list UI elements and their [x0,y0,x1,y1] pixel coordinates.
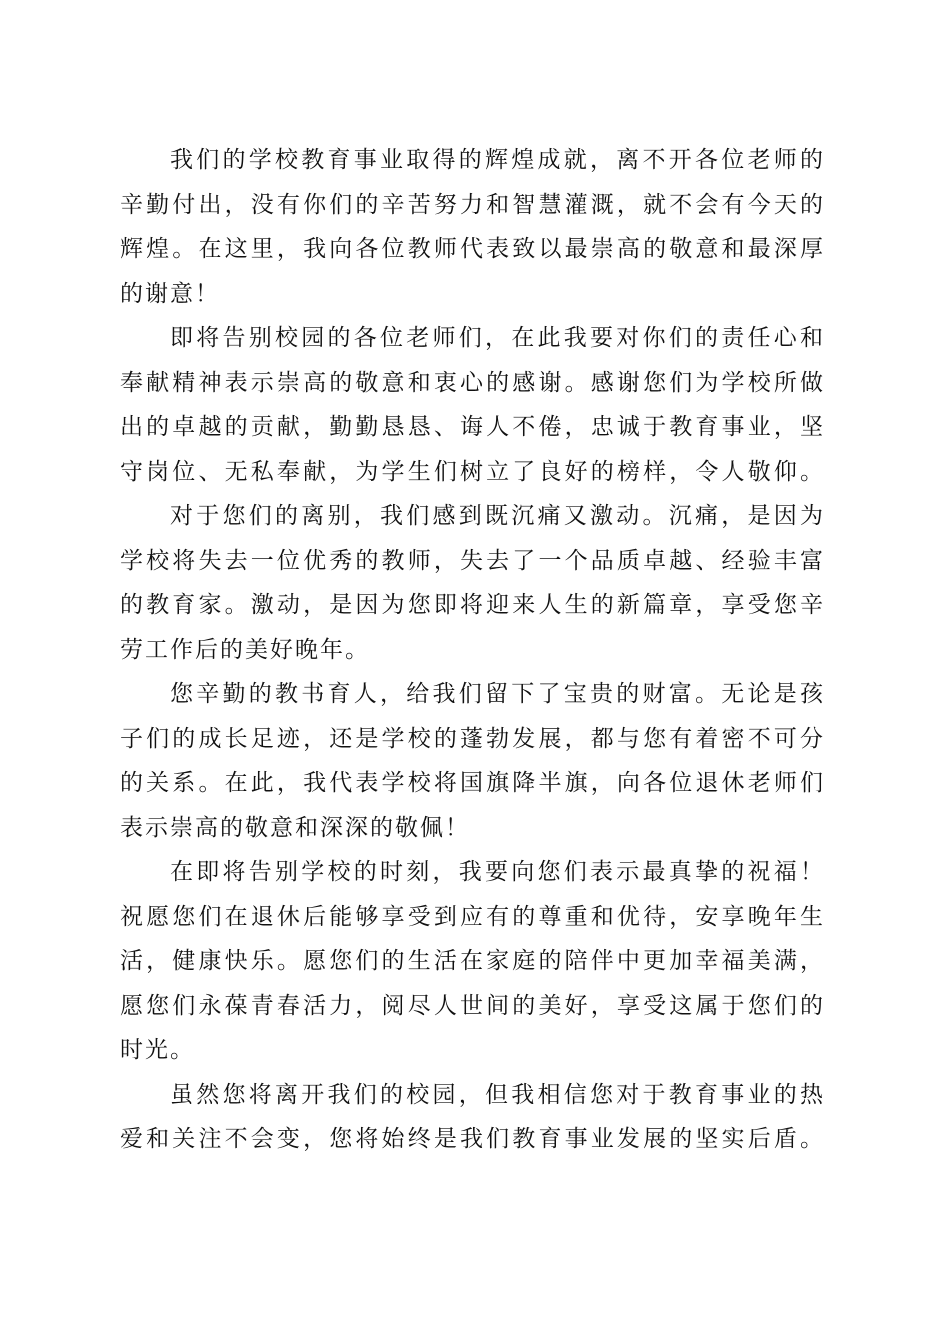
text-line: 对于您们的离别，我们感到既沉痛又激动。沉痛，是因为 [170,503,823,529]
text-line: 在即将告别学校的时刻，我要向您们表示最真挚的祝福！ [170,859,823,885]
text-line: 您辛勤的教书育人，给我们留下了宝贵的财富。无论是孩 [170,681,823,707]
paragraph [120,138,823,316]
paragraph [120,316,823,494]
text-line: 虽然您将离开我们的校园，但我相信您对于教育事业的热 [170,1081,823,1108]
text-line: 即将告别校园的各位老师们，在此我要对你们的责任心和 [170,325,823,351]
text-line: 辉煌。在这里，我向各位教师代表致以最崇高的敬意和最深厚 [120,236,823,262]
text-line: 子们的成长足迹，还是学校的蓬勃发展，都与您有着密不可分 [120,725,823,752]
text-line: 辛勤付出，没有你们的辛苦努力和智慧灌溉，就不会有今天的 [120,191,823,218]
text-line: 学校将失去一位优秀的教师，失去了一个品质卓越、经验丰富 [120,547,823,574]
text-line: 劳工作后的美好晚年。 [120,636,370,663]
text-line: 时光。 [120,1037,195,1063]
paragraph [120,494,823,672]
paragraph [120,850,823,1073]
text-line: 的谢意！ [120,280,220,307]
paragraph [120,672,823,850]
text-line: 出的卓越的贡献，勤勤恳恳、诲人不倦，忠诚于教育事业，坚 [120,414,823,440]
text-line: 活，健康快乐。愿您们的生活在家庭的陪伴中更加幸福美满， [120,948,823,974]
text-line: 祝愿您们在退休后能够享受到应有的尊重和优待，安享晚年生 [120,903,823,930]
text-line: 表示崇高的敬意和深深的敬佩！ [120,814,470,841]
text-line: 我们的学校教育事业取得的辉煌成就，离不开各位老师的 [170,147,823,173]
text-line: 爱和关注不会变，您将始终是我们教育事业发展的坚实后盾。 [120,1126,823,1152]
text-line: 的关系。在此，我代表学校将国旗降半旗，向各位退休老师们 [120,770,823,796]
text-line: 奉献精神表示崇高的敬意和衷心的感谢。感谢您们为学校所做 [120,369,823,396]
text-line: 愿您们永葆青春活力，阅尽人世间的美好，享受这属于您们的 [120,992,823,1019]
paragraph [120,1073,823,1162]
document-page [120,138,823,1162]
text-line: 的教育家。激动，是因为您即将迎来人生的新篇章，享受您辛 [120,592,823,618]
text-line: 守岗位、无私奉献，为学生们树立了良好的榜样，令人敬仰。 [120,458,823,485]
